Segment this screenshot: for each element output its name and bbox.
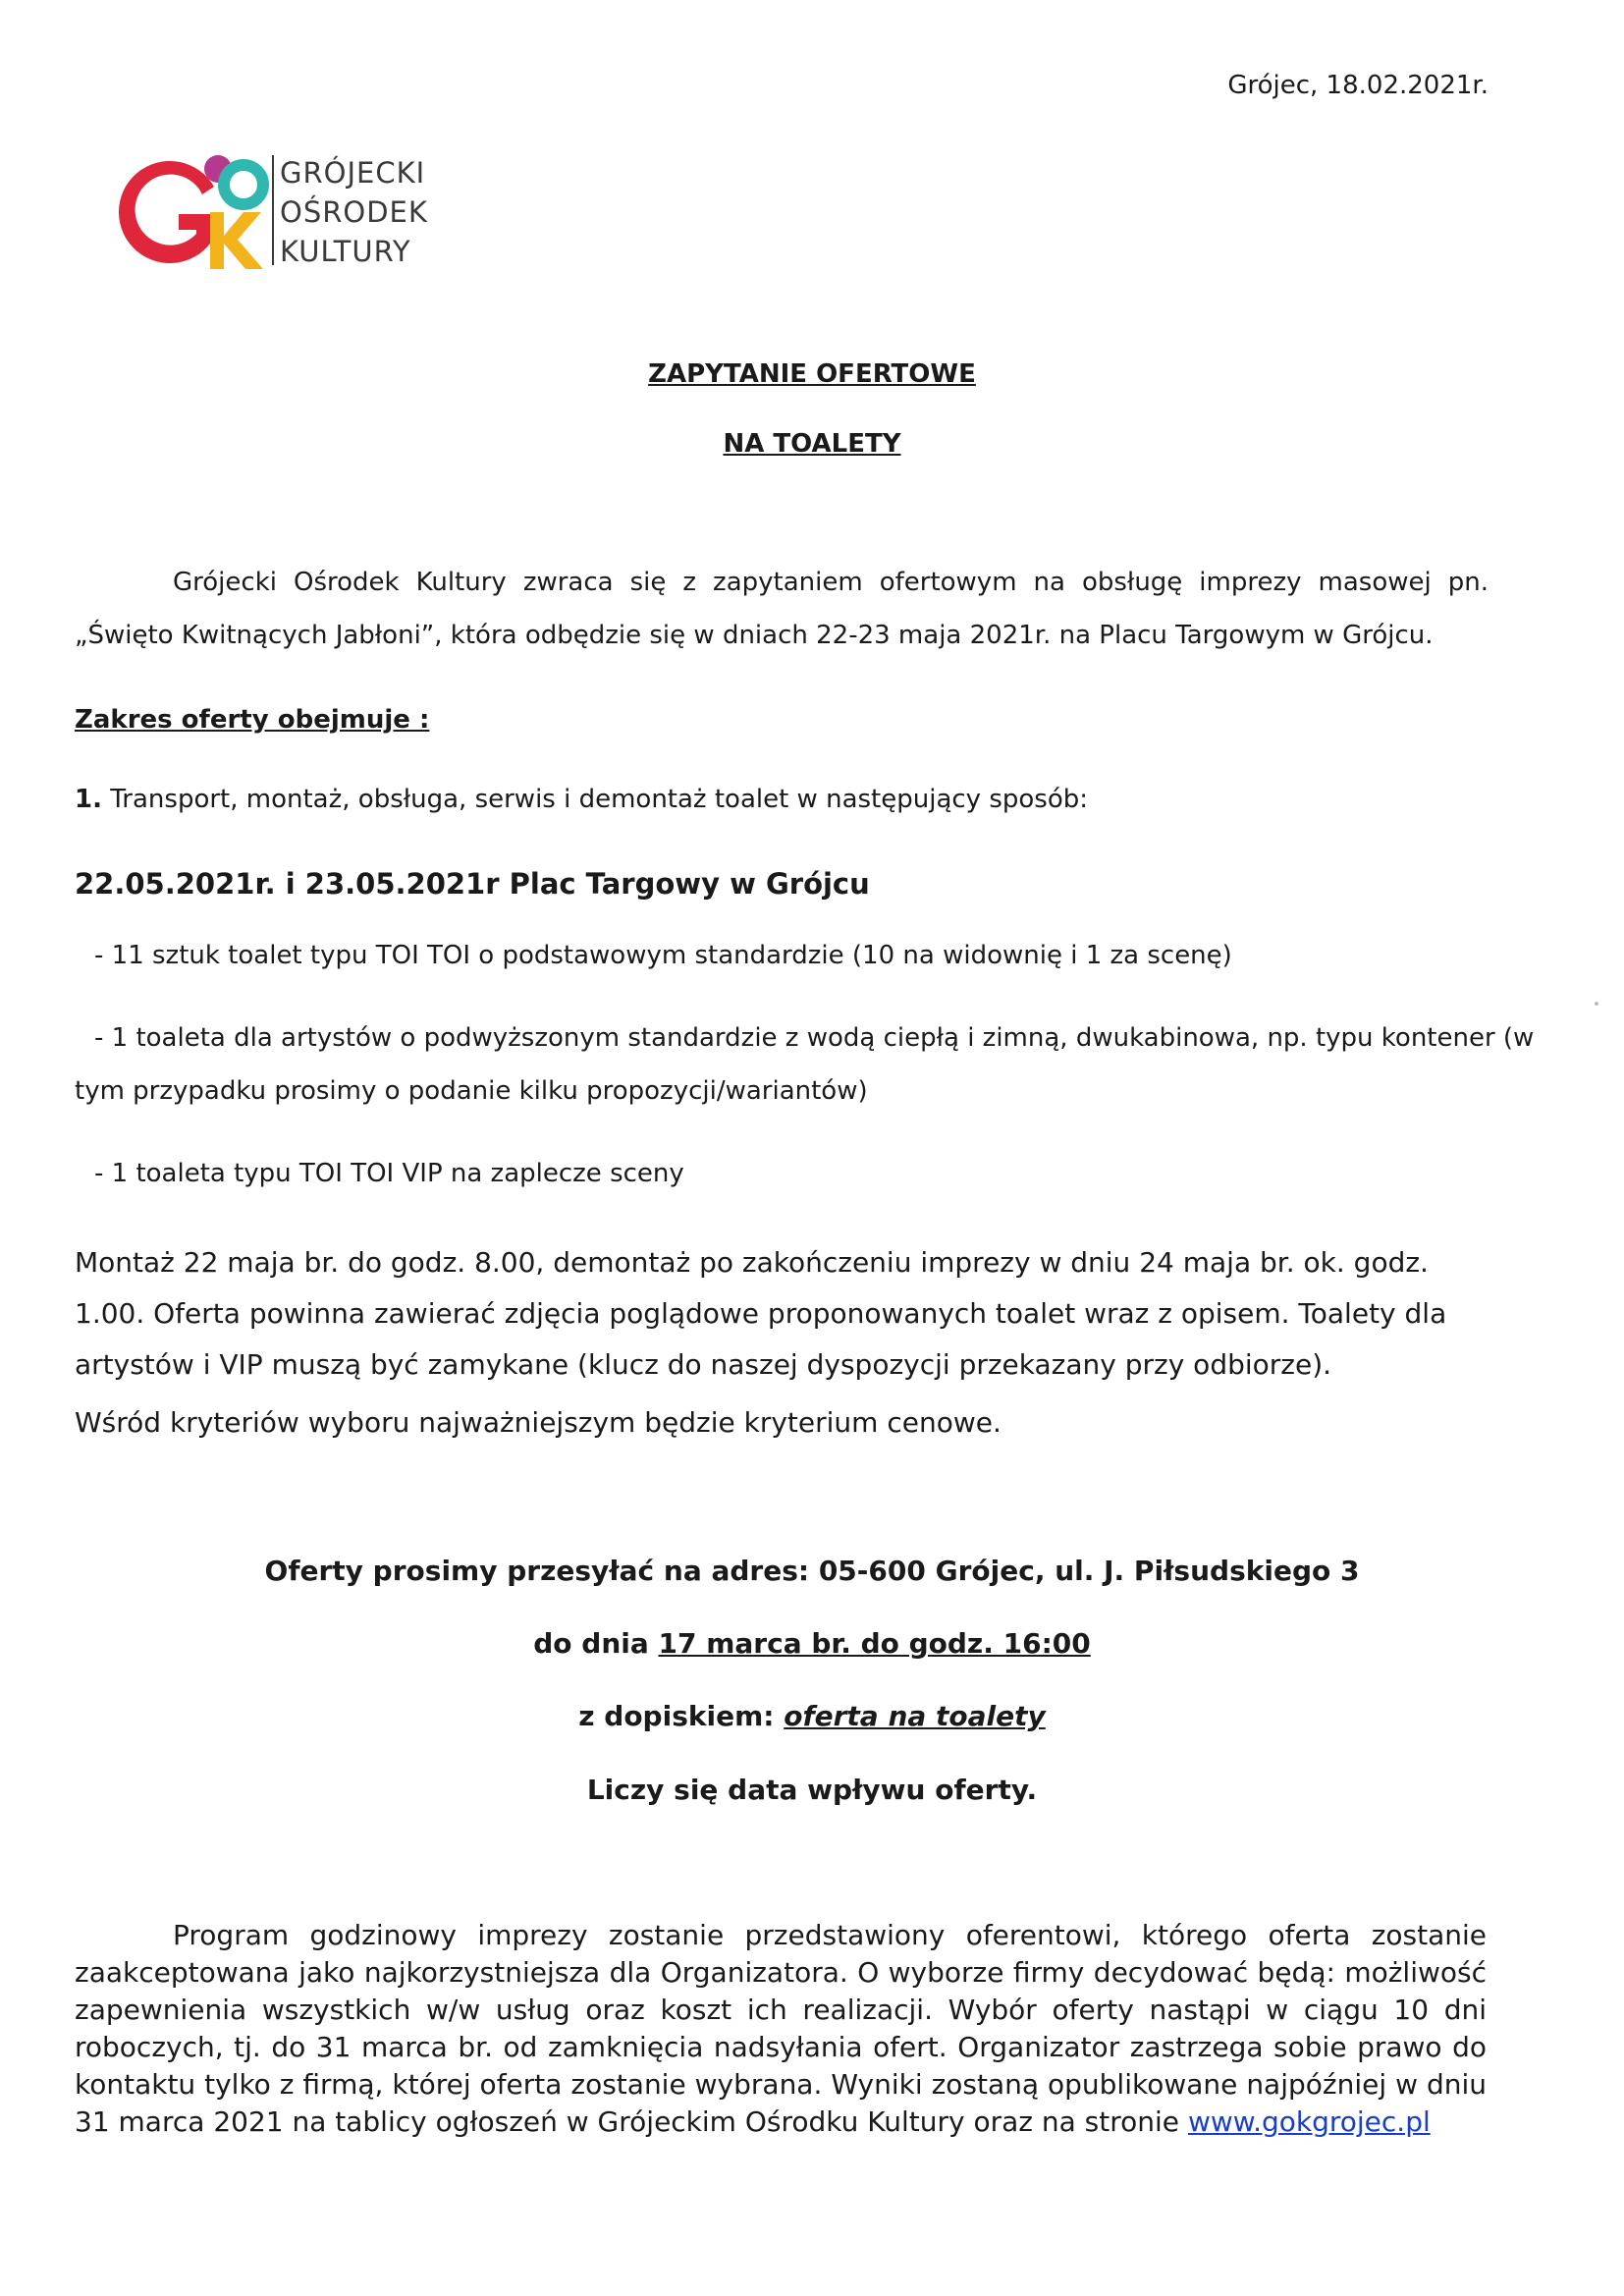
website-link[interactable]: www.gokgrojec.pl bbox=[1187, 2105, 1431, 2138]
scope-heading: Zakres oferty obejmuje : bbox=[75, 705, 430, 735]
submission-note bbox=[0, 1700, 1624, 1732]
closing-text: Program godzinowy imprezy zostanie przedstawiony oferentowi, którego oferta zostanie zaakceptowana jako najkorzystniejsza dla Organizatora. O wyborze firmy decydować będą: możliwość zapewnienia wszystkich w/w usług oraz koszt ich realizacji. Wybór oferty nastąpi w ciągu 10 dni roboczych, tj. do 31 marca br. od zamknięcia nadsyłania ofert. Organizator zastrzega sobie prawo do kontaktu tylko z firmą, której oferta zostanie wybrana. Wyniki zostaną opublikowane najpóźniej w dniu 31 marca 2021 na tablicy ogłoszeń w Grójeckim Ośrodku Kultury oraz na stronie bbox=[75, 1919, 1487, 2138]
scope-point-text: Transport, montaż, obsługa, serwis i demontaż toalet w następujący sposób: bbox=[101, 785, 1088, 814]
document-subtitle bbox=[0, 429, 1624, 459]
note-prefix: z dopiskiem: bbox=[578, 1700, 785, 1732]
logo-line-3: KULTURY bbox=[280, 235, 411, 268]
logo-line-2: OŚRODEK bbox=[280, 195, 428, 229]
intro-paragraph: Grójecki Ośrodek Kultury zwraca się z zapytaniem ofertowym na obsługę imprezy masowej pn. „Święto Kwitnących Jabłoni”, która odbędzie się w dniach 22-23 maja 2021r. na Placu Targowym w Grójcu. bbox=[75, 568, 1489, 650]
details-paragraph: Montaż 22 maja br. do godz. 8.00, demontaż po zakończeniu imprezy w dniu 24 maja br. ok. godz. 1.00. Oferta powinna zawierać zdjęcia poglądowe proponowanych toalet wraz z opisem. Toalety dla artystów i VIP muszą być zamykane (klucz do naszej dyspozycji przekazany przy odbiorze). bbox=[75, 1246, 1447, 1381]
receipt-note: Liczy się data wpływu oferty. bbox=[586, 1774, 1038, 1806]
submission-address: Oferty prosimy przesyłać na adres: 05-600 Grójec, ul. J. Piłsudskiego 3 bbox=[264, 1555, 1360, 1587]
document-title bbox=[0, 359, 1624, 389]
logo-divider bbox=[272, 155, 274, 265]
document-date: Grójec, 18.02.2021r. bbox=[1227, 71, 1489, 100]
note-value: oferta na toalety bbox=[784, 1700, 1046, 1732]
scope-item-3: - 1 toaleta typu TOI TOI VIP na zaplecze sceny bbox=[94, 1159, 684, 1188]
scan-speck bbox=[1595, 1002, 1598, 1006]
organization-logo bbox=[108, 147, 461, 275]
closing-paragraph bbox=[75, 1917, 1487, 2141]
event-dates-line: 22.05.2021r. i 23.05.2021r Plac Targowy w Grójcu bbox=[75, 867, 870, 901]
scope-item-2: - 1 toaleta dla artystów o podwyższonym standardzie z wodą ciepłą i zimną, dwukabinowa, np. typu kontener (w bbox=[94, 1023, 1535, 1053]
scope-item-1: - 11 sztuk toalet typu TOI TOI o podstawowym standardzie (10 na widownię i 1 za scenę) bbox=[94, 941, 1232, 970]
criteria-paragraph: Wśród kryteriów wyboru najważniejszym będzie kryterium cenowe. bbox=[75, 1406, 1001, 1439]
scope-point-number: 1. bbox=[75, 785, 102, 814]
title-line-1: ZAPYTANIE OFERTOWE bbox=[648, 359, 976, 389]
deadline-value: 17 marca br. do godz. 16:00 bbox=[658, 1627, 1091, 1660]
scope-item-2-continued: tym przypadku prosimy o podanie kilku propozycji/wariantów) bbox=[75, 1076, 868, 1106]
title-line-2: NA TOALETY bbox=[723, 429, 901, 459]
gok-logo-mark-icon bbox=[108, 147, 275, 275]
logo-wordmark bbox=[280, 153, 428, 271]
logo-line-1: GRÓJECKI bbox=[280, 156, 426, 190]
submission-deadline bbox=[0, 1627, 1624, 1660]
deadline-prefix: do dnia bbox=[533, 1627, 659, 1660]
scope-point-1 bbox=[75, 785, 1088, 814]
